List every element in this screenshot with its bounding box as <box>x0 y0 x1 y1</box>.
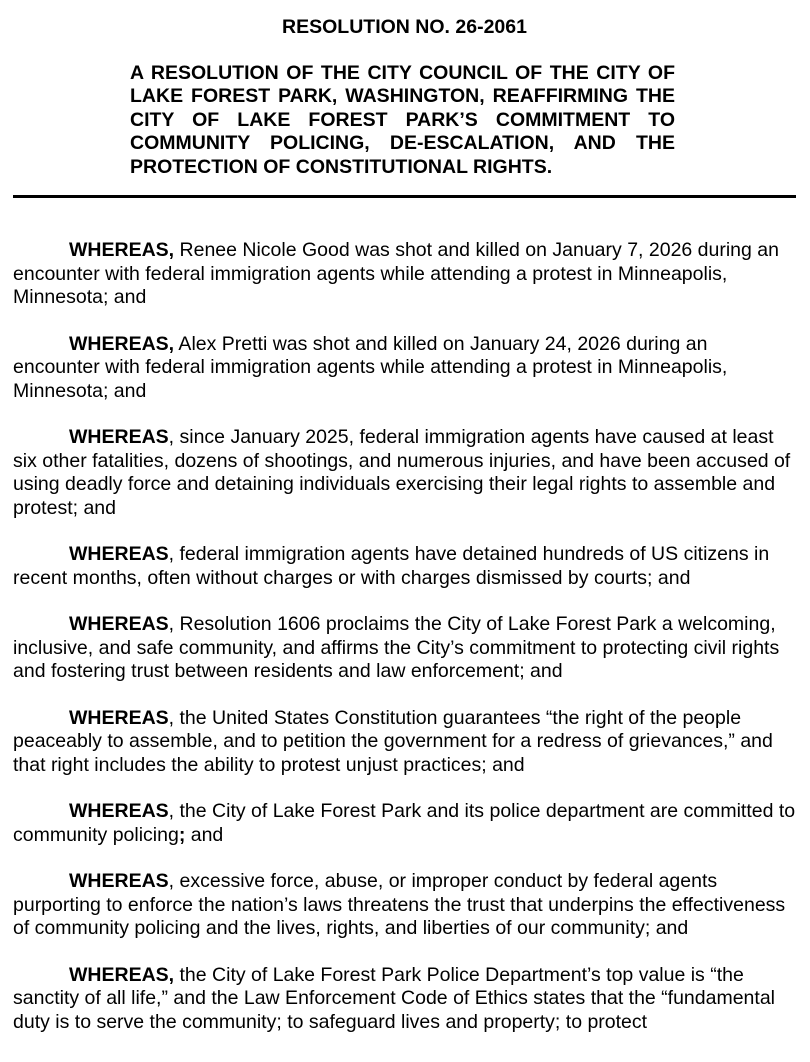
whereas-paragraph <box>13 239 796 310</box>
whereas-lead-text: WHEREAS <box>69 543 169 565</box>
whereas-paragraph <box>13 426 796 520</box>
whereas-paragraph <box>13 333 796 404</box>
whereas-paragraph <box>13 707 796 778</box>
resolution-title-block: A RESOLUTION OF THE CITY COUNCIL OF THE CITY OF LAKE FOREST PARK, WASHINGTON, REAFFIRMING THE CITY OF LAKE FOREST PARK’S COMMITMENT TO COMMUNITY POLICING, DE-ESCALATION, AND THE PROTECTION OF CONSTITUTIONAL RIGHTS. <box>130 61 675 178</box>
resolution-number-heading: RESOLUTION NO. 26-2061 <box>282 16 527 38</box>
paragraph-text: the City of Lake Forest Park Police Department’s top value is “the sanctity of all life,” and the Law Enforcement Code of Ethics states that the “fundamental duty is to serve the community; to safeguard lives and property; to protect <box>13 963 775 1033</box>
whereas-lead-text: WHEREAS, <box>69 963 175 986</box>
section-divider-line <box>13 195 796 198</box>
whereas-lead-text: WHEREAS <box>69 426 169 448</box>
whereas-paragraph <box>13 613 796 684</box>
whereas-lead-text: WHEREAS, <box>69 239 175 261</box>
paragraph-text: and <box>185 823 224 846</box>
paragraph-text: , Resolution 1606 proclaims the City of Lake Forest Park a welcoming, inclusive, and safe community, and affirms the City’s commitment to protecting civil rights and fostering trust between residents and law enforcement; and <box>13 613 780 682</box>
whereas-paragraph <box>13 543 796 590</box>
whereas-lead-text: WHEREAS, <box>69 332 175 355</box>
whereas-lead-text: WHEREAS <box>69 613 169 635</box>
whereas-paragraph <box>13 964 796 1035</box>
paragraph-text: , federal immigration agents have detained hundreds of US citizens in recent months, often without charges or with charges dismissed by courts; and <box>13 543 770 589</box>
whereas-paragraphs <box>13 239 796 1034</box>
whereas-lead-text: ; <box>178 823 186 846</box>
paragraph-text: , since January 2025, federal immigration agents have caused at least six other fatalities, dozens of shootings, and numerous injuries, and have been accused of using deadly force and detaining individuals exercising their legal rights to assemble and protest; and <box>13 426 791 519</box>
paragraph-text: Renee Nicole Good was shot and killed on January 7, 2026 during an encounter with federal immigration agents while attending a protest in Minneapolis, Minnesota; and <box>13 239 779 308</box>
whereas-paragraph <box>13 870 796 941</box>
whereas-paragraph <box>13 800 796 847</box>
paragraph-text: , the City of Lake Forest Park and its police department are committed to community policing <box>13 800 796 846</box>
paragraph-text: , the United States Constitution guarantees “the right of the people peaceably to assemble, and to petition the government for a redress of grievances,” and that right includes the ability to protest unjust practices; and <box>13 706 773 776</box>
paragraph-text: Alex Pretti was shot and killed on January 24, 2026 during an encounter with federal immigration agents while attending a protest in Minneapolis, Minnesota; and <box>13 332 728 402</box>
whereas-lead-text: WHEREAS <box>69 706 169 729</box>
paragraph-text: , excessive force, abuse, or improper conduct by federal agents purporting to enforce the nation’s laws threatens the trust that underpins the effectiveness of community policing and the lives, rights, and liberties of our community; and <box>13 870 786 939</box>
whereas-lead-text: WHEREAS <box>69 870 169 892</box>
whereas-lead-text: WHEREAS <box>69 800 169 822</box>
